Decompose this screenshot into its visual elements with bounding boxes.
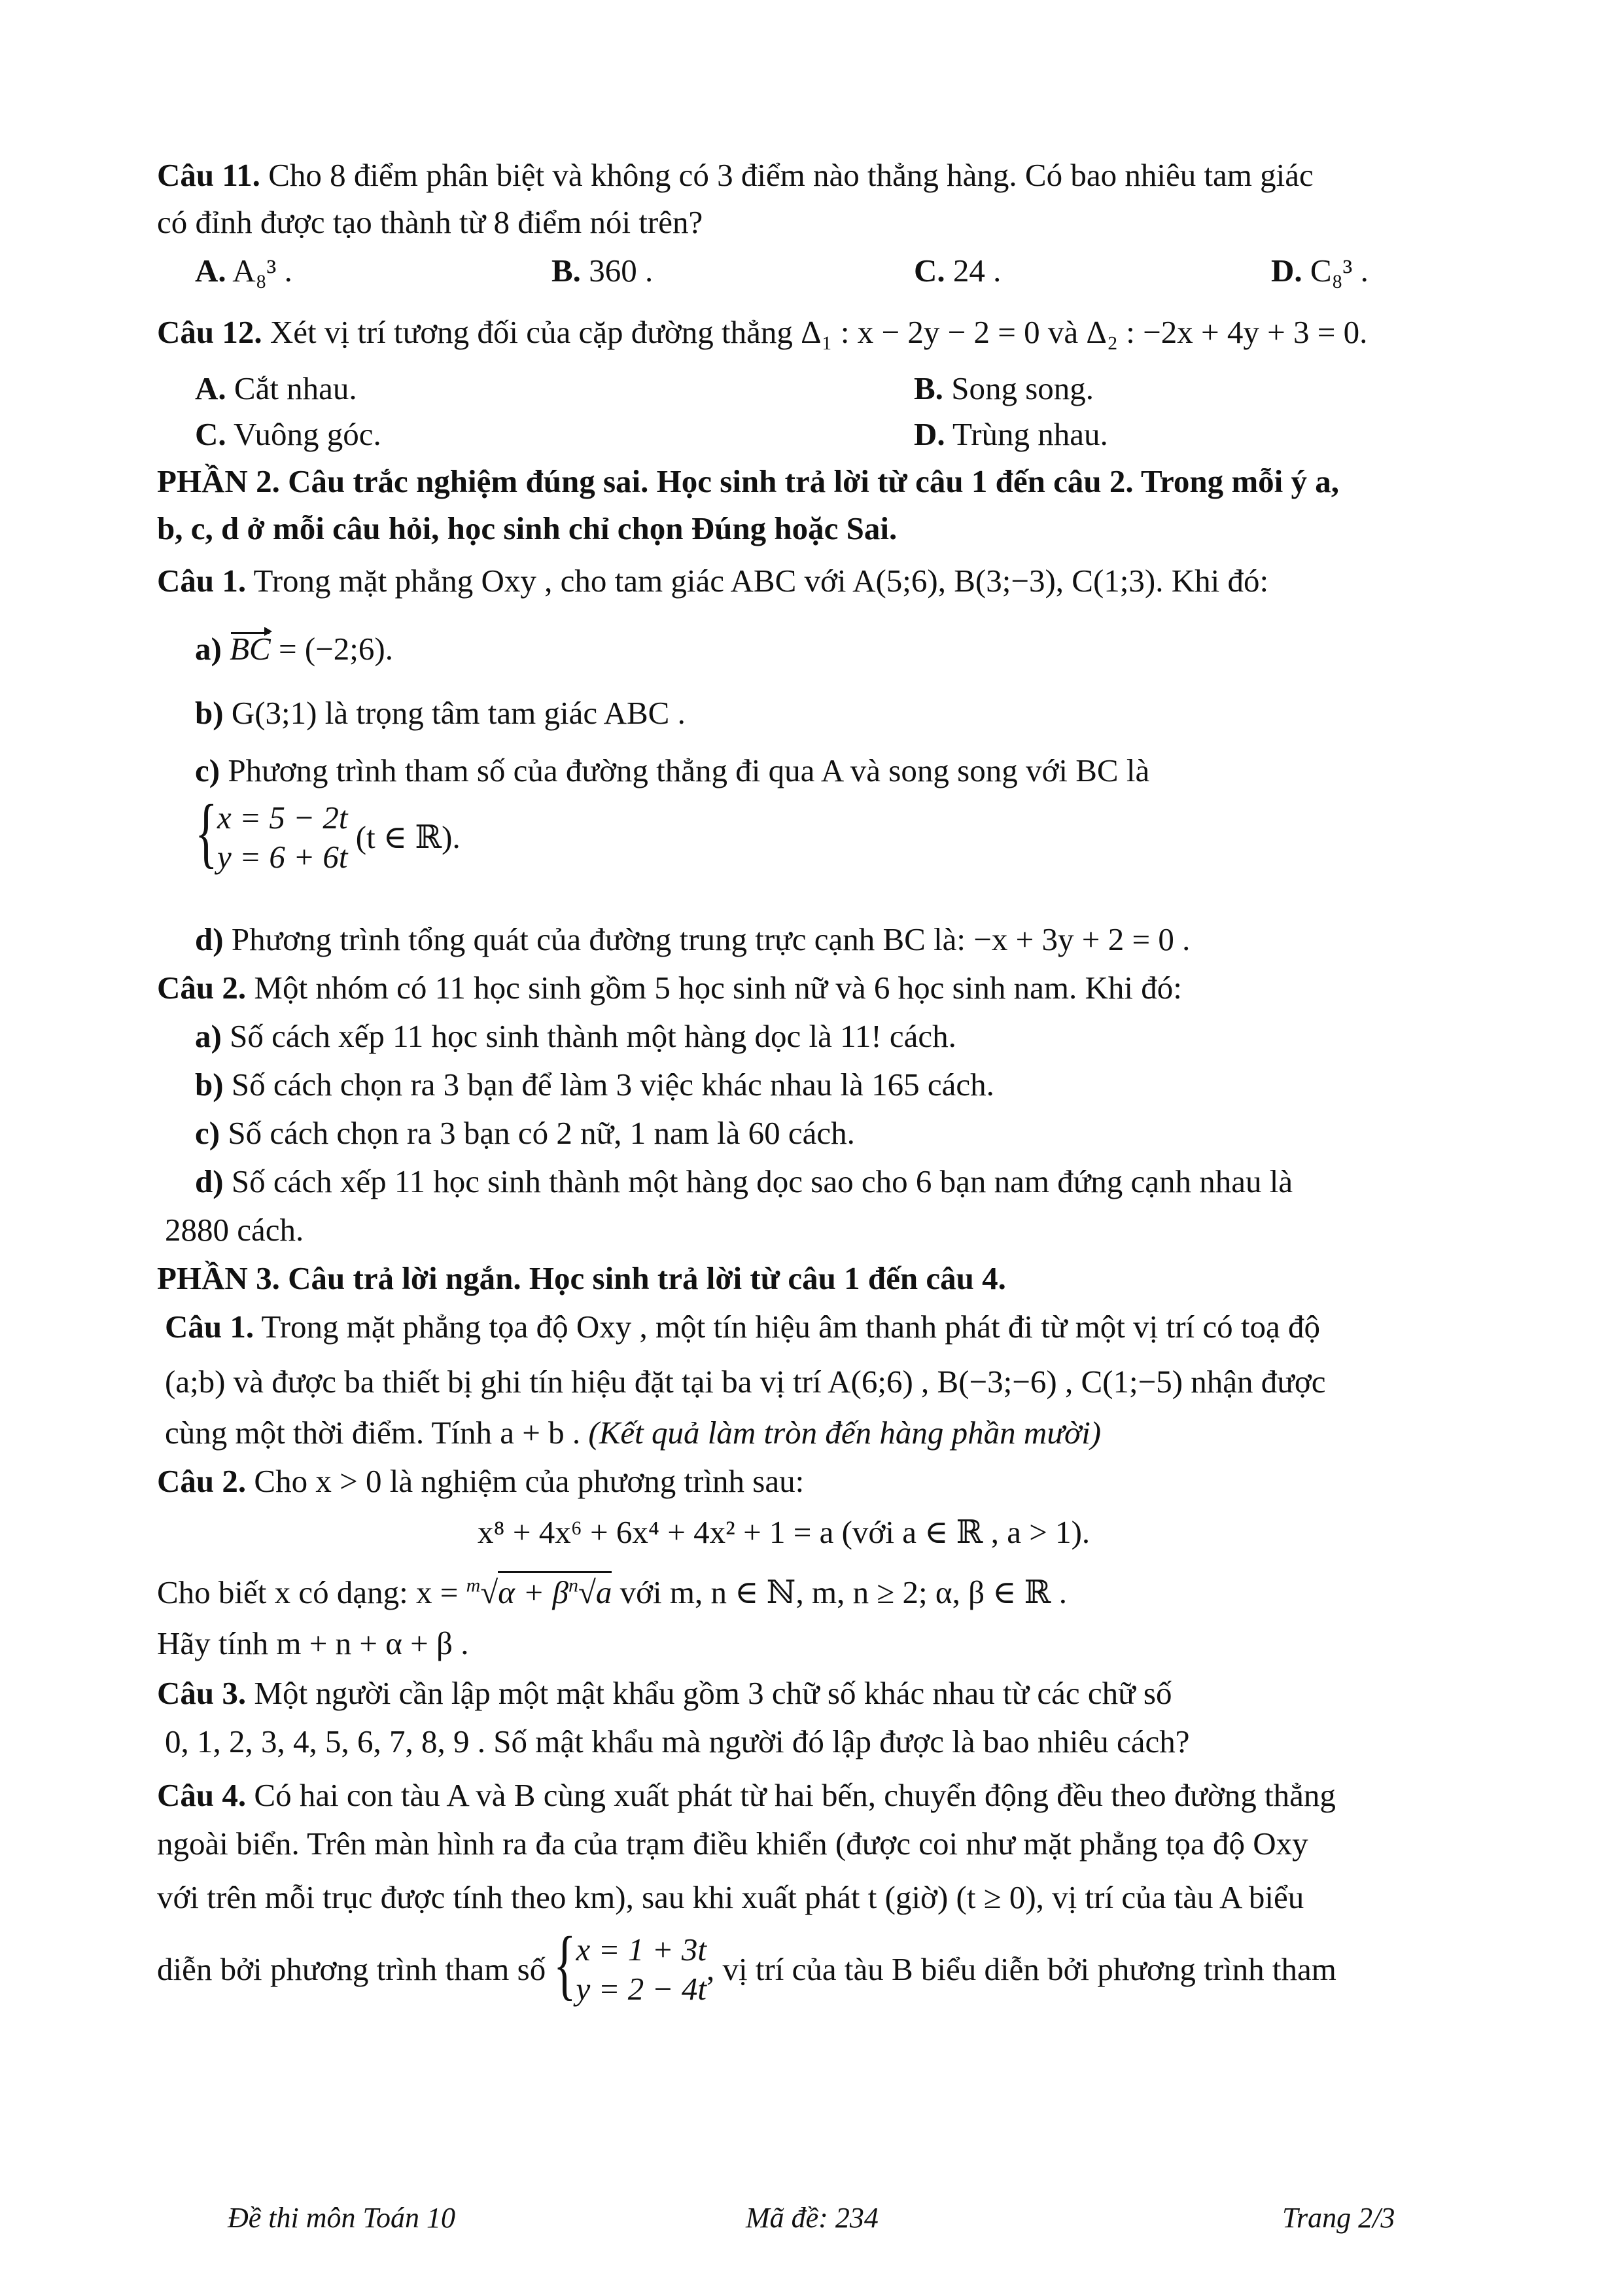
q12-option-a: A. Cắt nhau. [195, 370, 357, 406]
p3q2-equation: x⁸ + 4x⁶ + 6x⁴ + 4x² + 1 = a (với a ∈ ℝ , a > 1). [478, 1514, 1091, 1550]
p2q1-stem [157, 560, 1476, 602]
p3q4-line3: với trên mỗi trục được tính theo km), sau khi xuất phát t (giờ) (t ≥ 0), vị trí của tàu A biểu [157, 1879, 1304, 1915]
p2q1-item-b: b) G(3;1) là trọng tâm tam giác ABC . [195, 695, 686, 731]
q11-text1: Cho 8 điểm phân biệt và không có 3 điểm nào thẳng hàng. Có bao nhiêu tam giác [260, 157, 1314, 193]
p2q2-item-a: a) Số cách xếp 11 học sinh thành một hàng dọc là 11! cách. [195, 1018, 956, 1054]
part3-heading: PHẦN 3. Câu trả lời ngắn. Học sinh trả lời từ câu 1 đến câu 4. [157, 1260, 1006, 1296]
footer-exam-code: Mã đề: 234 [746, 2202, 879, 2234]
q12-option-c: C. Vuông góc. [195, 416, 381, 452]
q12-label: Câu 12. [157, 314, 262, 350]
footer-subject: Đề thi môn Toán 10 [228, 2202, 455, 2234]
q11-line1 [157, 154, 1476, 196]
p3q1-line2: (a;b) và được ba thiết bị ghi tín hiệu đặt tại ba vị trí A(6;6) , B(−3;−6) , C(1;−5) nhận được [165, 1364, 1326, 1400]
q12-text: Xét vị trí tương đối của cặp đường thẳng Δ₁ : x − 2y − 2 = 0 và Δ₂ : −2x + 4y + 3 = 0. [262, 314, 1368, 350]
q11-option-b: B. 360 . [551, 253, 654, 289]
p3q4-line4: diễn bởi phương trình tham số { x = 1 + 3t y = 2 − 4t , vị trí của tàu B biểu diễn bởi phương trình tham [157, 1920, 1336, 2007]
q12-line [157, 311, 1476, 353]
p2q1-label: Câu 1. [157, 563, 247, 599]
p2q1-item-c: c) Phương trình tham số của đường thẳng đi qua A và song song với BC là [195, 752, 1150, 788]
q12-option-d: D. Trùng nhau. [914, 416, 1108, 452]
q11-option-a: A. A₈³ . [195, 253, 292, 289]
part2-heading-1: PHẦN 2. Câu trắc nghiệm đúng sai. Học sinh trả lời từ câu 1 đến câu 2. Trong mỗi ý a, [157, 463, 1340, 499]
q11-label: Câu 11. [157, 157, 260, 193]
p2q1-text: Trong mặt phẳng Oxy , cho tam giác ABC với A(5;6), B(3;−3), C(1;3). Khi đó: [246, 563, 1269, 599]
p3q4-line1: Câu 4. Có hai con tàu A và B cùng xuất phát từ hai bến, chuyển động đều theo đường thẳng [157, 1777, 1336, 1813]
part2-heading-2: b, c, d ở mỗi câu hỏi, học sinh chỉ chọn Đúng hoặc Sai. [157, 510, 898, 546]
p2q1-item-a: a) BC = (−2;6). [195, 628, 1476, 670]
p2q2-text: Một nhóm có 11 học sinh gồm 5 học sinh nữ và 6 học sinh nam. Khi đó: [246, 970, 1182, 1006]
vector-bc: BC [230, 628, 271, 670]
p2q2-stem [157, 967, 1476, 1009]
q11-text2: có đỉnh được tạo thành từ 8 điểm nói trên? [157, 204, 703, 240]
p2q2-item-b: b) Số cách chọn ra 3 bạn để làm 3 việc khác nhau là 165 cách. [195, 1067, 994, 1103]
ship-a-system: { x = 1 + 3t y = 2 − 4t [553, 1920, 707, 2007]
p3q4-line2: ngoài biển. Trên màn hình ra đa của trạm điều khiển (được coi như mặt phẳng tọa độ Oxy [157, 1826, 1308, 1862]
nested-root: $^m√\alpha + \beta^n√a$ [466, 1572, 612, 1614]
p3q2-line1: Câu 2. Cho x > 0 là nghiệm của phương trình sau: [157, 1463, 805, 1499]
p3q1-line1: Câu 1. Trong mặt phẳng tọa độ Oxy , một tín hiệu âm thanh phát đi từ một vị trí có toạ độ [165, 1309, 1320, 1345]
q11-line2 [157, 202, 1476, 243]
p3q2-line2: Cho biết x có dạng: $x = ^m√\alpha + \beta^n√a$ với m, n ∈ ℕ, m, n ≥ 2; α, β ∈ ℝ . [157, 1572, 1476, 1614]
q12-option-b: B. Song song. [914, 370, 1094, 406]
footer-page: Trang 2/3 [1282, 2202, 1395, 2234]
p3q1-line3: cùng một thời điểm. Tính a + b . (Kết quả làm tròn đến hàng phần mười) [165, 1415, 1102, 1451]
q11-option-d: D. C₈³ . [1271, 253, 1369, 289]
p3q2-line3: Hãy tính m + n + α + β . [157, 1625, 469, 1661]
p2q2-item-d-cont: 2880 cách. [165, 1212, 304, 1248]
p3q3-line1: Câu 3. Một người cần lập một mật khẩu gồm 3 chữ số khác nhau từ các chữ số [157, 1675, 1172, 1711]
p2q1-item-d: d) Phương trình tổng quát của đường trung trực cạnh BC là: −x + 3y + 2 = 0 . [195, 921, 1191, 957]
p2q2-item-c: c) Số cách chọn ra 3 bạn có 2 nữ, 1 nam là 60 cách. [195, 1115, 855, 1151]
p2q1-item-c-system: { x = 5 − 2t y = 6 + 6t (t ∈ ℝ). [195, 788, 461, 875]
p2q2-label: Câu 2. [157, 970, 247, 1006]
p3q3-line2: 0, 1, 2, 3, 4, 5, 6, 7, 8, 9 . Số mật khẩu mà người đó lập được là bao nhiêu cách? [165, 1723, 1190, 1759]
p2q2-item-d: d) Số cách xếp 11 học sinh thành một hàng dọc sao cho 6 bạn nam đứng cạnh nhau là [195, 1163, 1293, 1199]
param-system: { x = 5 − 2t y = 6 + 6t [195, 788, 348, 875]
q11-option-c: C. 24 . [914, 253, 1002, 289]
